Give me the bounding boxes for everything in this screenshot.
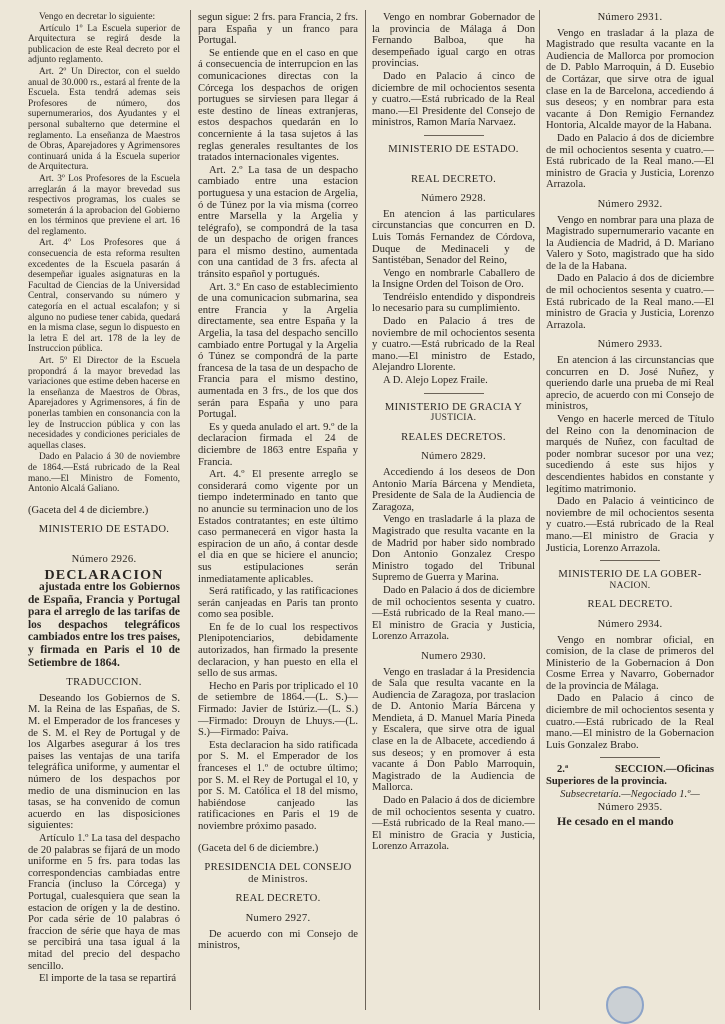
paragraph: Art. 2º Un Director, con el sueldo anual de 30.000 rs., estará al frente de la Escuela. Esta tendrá ademas seis Profesores de número, dos supernumerarios, dos Ayudantes y el personal subalterno que determine el reglamento. La enseñanza de Maestros de Obras, Aparejadores y Agrimensores continuará unida á la Escuela superior de Arquitectura. xyxy=(28,66,180,173)
paragraph: Art. 3º Los Profesores de la Escuela arreglarán á la mayor brevedad sus respectivos programas, los cuales se someterán á la aprobacion del Gobierno en los términos que previene el art. 16 del reglamento. xyxy=(28,173,180,237)
paragraph: Vengo en trasladar á la Presidencia de Sala que resulta vacante en la Audiencia de Zaragoza, por traslacion de D. Antonio María Bárcena y Mendieta, á D. Manuel María Pineda y Escalera, que sirve otra de igual clase en la de Albacete, accediendo á sus deseos; y en promover á esta vacante á Don Pablo Marroquin, Magistrado de la Audiencia de Mallorca. xyxy=(372,666,535,794)
column-3 xyxy=(372,12,535,854)
paragraph: Art. 4º Los Profesores que á consecuencia de esta reforma resulten excedentes de la Escuela pasarán á desempeñar iguales asignaturas en la Facultad de Ciencias de la Universidad Central, conservando su número y categoría en el actual escalafon; y si alguno no pudiese tener cabida, quedará en la misma clase, segun lo dispuesto en la letra E del art. 178 de la ley de Instruccion pública. xyxy=(28,238,180,355)
decree-number: Número 2829. xyxy=(421,451,486,463)
separator xyxy=(600,757,660,758)
decree-number: Número 2934. xyxy=(597,618,663,630)
traduccion-heading: TRADUCCION. xyxy=(66,677,142,689)
paragraph: Vengo en hacerle merced de Título del Reino con la denominacion de marqués de Nuñez, con facultad de poder nombrar sucesor por una vez; sucediendo á este sus hijos y descendientes habidos en constante y legítimo matrimonio. xyxy=(546,414,714,495)
decree-number: Número 2931. xyxy=(597,12,663,23)
paragraph: Dado en Palacio á dos de diciembre de mil ochocientos sesenta y cuatro.—Está rubricado de la Real mano.—El ministro de Gracia y Justicia, Lorenzo Arrazola. xyxy=(546,273,714,331)
paragraph: Vengo en nombrar Gobernador de la provincia de Málaga á Don Fernando Balboa, que ha desempeñado igual cargo en otras provincias. xyxy=(372,12,535,70)
column-rule xyxy=(365,10,366,1010)
paragraph: Dado en Palacio á veinticinco de noviembre de mil ochocientos sesenta y cuatro.—Está rubricado de la Real mano.—El ministro de Gracia y Justicia, Lorenzo Arrazola. xyxy=(546,496,714,554)
paragraph: segun sigue: 2 frs. para Francia, 2 frs. para España y un franco para Portugal. xyxy=(198,12,358,47)
decree-number: Numero 2927. xyxy=(245,912,311,924)
decree-number: Numero 2930. xyxy=(421,650,486,662)
paragraph: Dado en Palacio á tres de noviembre de mil ochocientos sesenta y cuatro.—Está rubricado de la Real mano.—El ministro de Estado, Alejandro Llorente. xyxy=(372,316,535,374)
paragraph: Dado en Palacio á dos de diciembre de mil ochocientos sesenta y cuatro.—Está rubricado de la Real mano.—El ministro de Gracia y Justicia, Lorenzo Arrazola. xyxy=(546,132,714,191)
paragraph: Es y queda anulado el art. 9.º de la declaracion firmada el 24 de diciembre de 1863 entre España y Francia. xyxy=(198,421,358,468)
reales-decretos-heading: REALES DECRETOS. xyxy=(401,431,506,443)
decree-number: Número 2935. xyxy=(597,802,663,814)
real-decreto-heading: REAL DECRETO. xyxy=(587,599,673,611)
seccion-heading: 2.ª SECCION.—Oficinas Superiores de la provincia. xyxy=(546,764,714,788)
column-2 xyxy=(198,12,358,953)
decree-number: Número 2926. xyxy=(71,553,137,565)
paragraph: Artículo 1º La Escuela superior de Arquitectura se regirá desde la publicacion de este Real decreto por el adjunto reglamento. xyxy=(28,23,180,66)
paragraph: Dado en Palacio á dos de diciembre de mil ochocientos sesenta y cuatro.—Está rubricado de la Real mano.—El ministro de Gracia y Justicia, Lorenzo Arrazola. xyxy=(372,584,535,643)
paragraph: Art. 2.º La tasa de un despacho cambiado entre una estacion portuguesa y una estacion de Argelia, ó de Túnez por la via misma (correo entre Marsella y la Argelia y telégrafo), se compondrá de la tasa de un despacho de origen frances para el mismo destino, aumentada con una cantidad de 3 frs. afecta al tránsito español y portugués. xyxy=(198,164,358,281)
declaracion-subtitle: ajustada entre los Gobiernos de España, Francia y Portugal para el arreglo de las tarifas de los despachos telegráficos cambiados entre los tres paises, y firmada en Paris el 10 de Setiembre de 1864. xyxy=(28,581,180,669)
paragraph: Será ratificado, y las ratificaciones serán canjeadas en Paris tan pronto como sea posible. xyxy=(198,586,358,621)
paragraph: Vengo en trasladarle á la plaza de Magistrado que resulta vacante en la de Madrid por haber sido nombrado Don Antonio Gonzalez Crespo Ministro togado del Tribunal Supremo de Guerra y Marina. xyxy=(372,514,535,584)
ministry-heading: MINISTERIO DE LA GOBER- xyxy=(558,569,702,581)
paragraph: Vengo en trasladar á la plaza de Magistrado que resulta vacante en la Audiencia de Mallorca por promocion de D. Pablo Marroquin, á D. Eusebio de Cortázar, que sirve otra de igual clase en la de Barcelona, accediendo á sus deseos; y en nombrar para esta vacante á Don Remigio Fernandez Hontoria, Alcalde mayor de la Habana. xyxy=(546,27,714,132)
paragraph: Se entiende que en el caso en que á consecuencia de interrupcion en las comunicaciones directas con la Córcega los despachos de origen portugues se sirviesen para llegar á este destino de líneas extranjeras, estos despachos quedarán en lo concerniente á la tasa sujetos á las reglas generales resultantes de los tratados internacionales vigentes. xyxy=(198,47,358,164)
paragraph: Artículo 1.º La tasa del despacho de 20 palabras se fijará de un modo uniforme en 5 frs. para todas las correspondencias cambiadas entre Francia (incluso la Córcega) y Portugal, cualesquiera que sean la estacion de orígen y la de destino. Por cada série de 10 palabras ó fraccion de série que haya de mas se percibirá una tasa igual á la mitad del precio del despacho sencillo. xyxy=(28,832,180,972)
paragraph: Art. 3.º En caso de establecimiento de una comunicacion submarina, sea entre Francia y la Argelia directamente, sea entre España y la Argelia, la tasa del despacho sencillo cambiado entre Portugal y la Argelia ó Túnez se compondrá de la parte francesa de la tasa de un despacho de Francia para el mismo destino, aumentada en 3 frs., de los que dos serán para España y uno para Portugal. xyxy=(198,281,358,421)
real-decreto-heading: REAL DECRETO. xyxy=(410,173,497,185)
ministry-heading: MINISTERIO DE ESTADO. xyxy=(388,143,519,155)
paragraph: Vengo en nombrarle Caballero de la Insigne Orden del Toison de Oro. xyxy=(372,267,535,291)
paragraph: Hecho en Paris por triplicado el 10 de setiembre de 1864.—(L. S.)—Firmado: Javier de Istúriz.—(L. S.)—Firmado: Drouyn de Lhuys.—(L. S.)—Firmado: Paiva. xyxy=(198,680,358,739)
paragraph: El importe de la tasa se repartirá xyxy=(39,973,177,985)
library-stamp xyxy=(606,986,644,1024)
column-1 xyxy=(28,12,180,986)
paragraph: En fe de lo cual los respectivos Plenipotenciarios, debidamente autorizados, han firmado la presente declaracion, y han puesto en ella el sello de sus armas. xyxy=(198,621,358,680)
paragraph: Dado en Palacio á cinco de diciembre de mil ochocientos sesenta y cuatro.—Está rubricado de la Real mano.—El Presidente del Consejo de ministros, Ramon María Narvaez. xyxy=(372,70,535,129)
paragraph: Vengo en decretar lo siguiente: xyxy=(39,12,156,22)
subsecretaria-line: Subsecretaría.—Negociado 1.º— xyxy=(560,788,700,800)
paragraph: Art. 5º El Director de la Escuela propondrá á la mayor brevedad las variaciones que estime deben hacerse en la enseñanza de Maestros de Obras, Aparejadores y Agrimensores, á fin de ponerlas tambien en consonancia con la ley de Instruccion pública y con las necesidades y condiciones periciales de aquellas clases. xyxy=(28,356,180,451)
paragraph: A D. Alejo Lopez Fraile. xyxy=(383,375,488,387)
decree-number: Número 2932. xyxy=(597,198,663,210)
paragraph: Tendréislo entendido y dispondreis lo necesario para su cumplimiento. xyxy=(372,291,535,315)
column-rule xyxy=(539,10,540,1010)
decree-number: Número 2933. xyxy=(597,339,663,351)
separator xyxy=(424,135,484,136)
ministry-heading: PRESIDENCIA DEL CONSEJO xyxy=(204,862,352,874)
ministry-heading: MINISTERIO DE ESTADO. xyxy=(38,524,170,536)
separator xyxy=(424,393,484,394)
ministry-heading: MINISTERIO DE GRACIA Y xyxy=(384,401,523,413)
paragraph: Vengo en nombrar para una plaza de Magistrado supernumerario vacante en la Audiencia de Madrid, á D. Mariano Valero y Soto, magistrado que ha sido de la de la Habana. xyxy=(546,214,714,272)
paragraph: Vengo en nombrar oficial, en comision, de la clase de primeros del Ministerio de la Gobernacion á Don Cosme Errea y Navarro, Gobernador de la provincia de Málaga. xyxy=(546,634,714,692)
paragraph: Deseando los Gobiernos de S. M. la Reina de las Españas, de S. M. el Emperador de los franceses y de S. M. el Rey de Portugal y de los Algarbes asegurar á los tres paises las ventajas de una tarifa telegráfica uniforme, y aumentar el número de los despachos por medio de una disminucion en las tasas, se ha convenido de comun acuerdo en las disposiciones siguientes: xyxy=(28,692,180,832)
paragraph: En atencion á las circunstancias que concurren en D. José Nuñez, y queriendo darle una prueba de mi Real aprecio, de acuerdo con mi Consejo de ministros, xyxy=(546,355,714,413)
paragraph: En atencion á las particulares circunstancias que concurren en D. Luis Tomás Fernandez de Córdova, Duque de Medinaceli y de Santistéban, Senador del Reino, xyxy=(372,208,535,267)
paragraph: De acuerdo con mi Consejo de ministros, xyxy=(198,928,358,952)
decree-number: Número 2928. xyxy=(421,193,486,205)
paragraph: Dado en Palacio á dos de diciembre de mil ochocientos sesenta y cuatro.—Está rubricado de la Real mano.—El ministro de Gracia y Justicia, Lorenzo Arrazola. xyxy=(372,795,535,853)
column-4 xyxy=(546,12,714,828)
separator xyxy=(600,560,660,561)
paragraph: Accediendo á los deseos de Don Antonio María Bárcena y Mendieta, Presidente de Sala de la Audiencia de Zaragoza, xyxy=(372,467,535,513)
last-line: He cesado en el mando xyxy=(557,813,674,828)
ministry-subheading: JUSTICIA. xyxy=(430,413,477,424)
paragraph: Art. 4.º El presente arreglo se considerará como vigente por un tiempo indeterminado en tanto que no anuncie su terminacion uno de los Estados contratantes; en este último caso permanecerá en vigor hasta la espiracion de un año, á contar desde el dia en que se hiciere el anuncio; sus estipulaciones serán inmediatamente aplicables. xyxy=(198,469,358,585)
gaceta-note: (Gaceta del 6 de diciembre.) xyxy=(198,842,319,854)
gaceta-note: (Gaceta del 4 de diciembre.) xyxy=(28,504,149,516)
ministry-subheading: de Ministros. xyxy=(248,873,308,885)
paragraph: Dado en Palacio á cinco de diciembre de mil ochocientos sesenta y cuatro.—Está rubricado de la Real mano.—El ministro de la Gobernacion Luis Gonzalez Brabo. xyxy=(546,693,714,751)
declaracion-title: DECLARACION xyxy=(44,567,164,583)
column-rule xyxy=(190,10,191,1010)
ministry-subheading: NACION. xyxy=(609,580,651,591)
real-decreto-heading: REAL DECRETO. xyxy=(235,893,321,905)
paragraph: Dado en Palacio á 30 de noviembre de 1864.—Está rubricado de la Real mano.—El Ministro de Fomento, Antonio Alcalá Galiano. xyxy=(28,452,180,495)
paragraph: Esta declaracion ha sido ratificada por S. M. el Emperador de los franceses el 1.º de octubre último; por S. M. el Rey de Portugal el 10, y por S. M. Católica el 18 del mismo, habiéndose canjeado las ratificaciones en Paris el 19 de noviembre próximo pasado. xyxy=(198,739,358,832)
